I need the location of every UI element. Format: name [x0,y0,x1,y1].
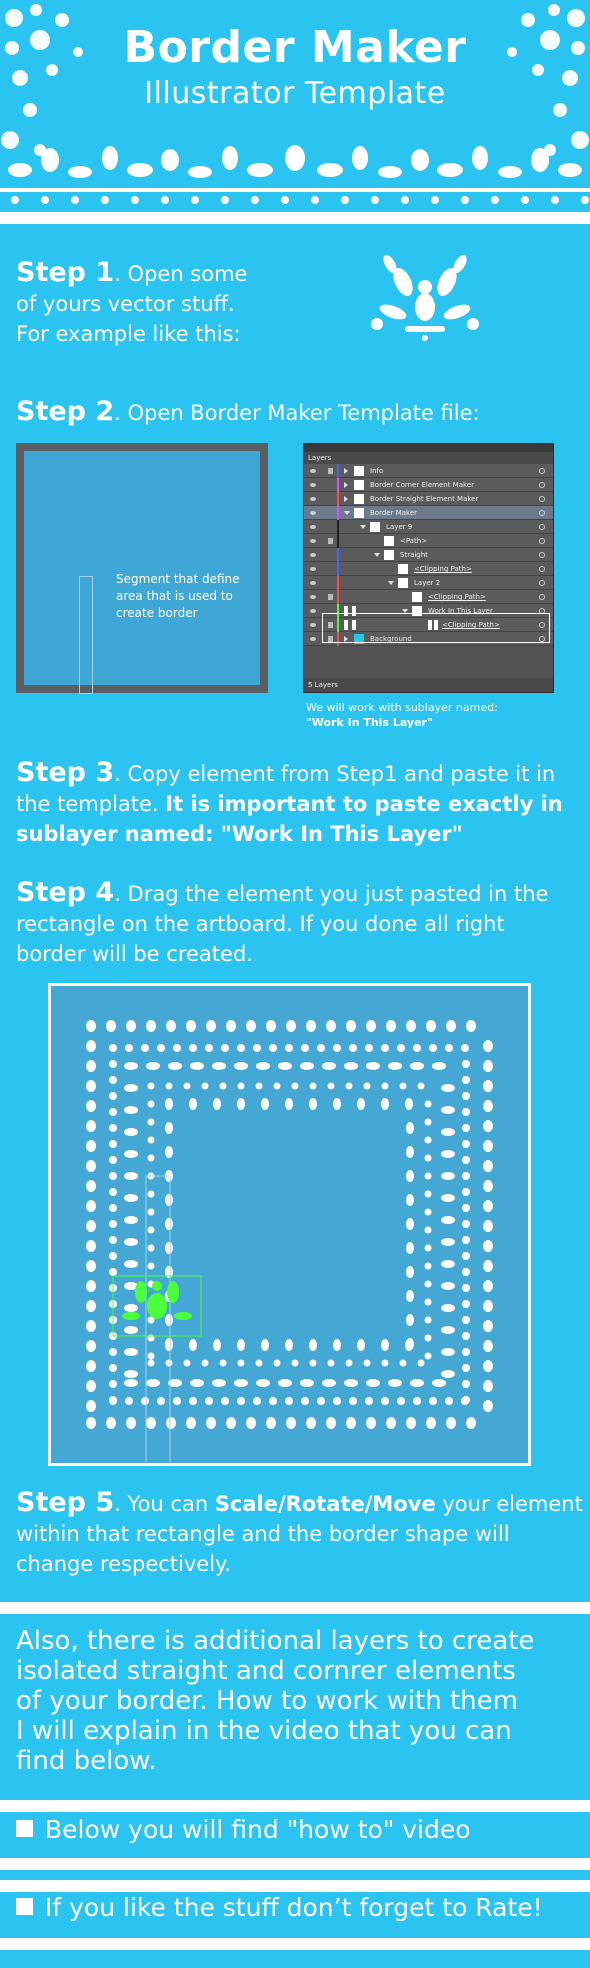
target-circle-icon[interactable] [539,482,545,488]
page-title: Border Maker [123,22,467,73]
damask-ornament-icon [365,252,485,342]
layers-count: 5 Layers [304,678,553,692]
segment-note: Segment that define area that is used to create border [116,572,240,620]
layer-row-layer-9[interactable]: Layer 9 [304,520,553,534]
layer-row-info[interactable]: Info [304,464,553,478]
bullet-rate: If you like the stuff don’t forget to Rate! [16,1893,543,1923]
divider-bar [0,1938,590,1950]
visibility-eye-icon[interactable] [310,497,316,501]
generated-border [51,986,528,1463]
visibility-eye-icon[interactable] [310,483,316,487]
target-circle-icon[interactable] [539,594,545,600]
visibility-eye-icon[interactable] [310,581,316,585]
layers-tab[interactable]: Layers [304,452,553,464]
target-circle-icon[interactable] [539,538,545,544]
visibility-eye-icon[interactable] [310,609,316,613]
artboard-canvas [24,451,260,685]
visibility-eye-icon[interactable] [310,595,316,599]
layer-row-corner-maker[interactable]: Border Corner Element Maker [304,478,553,492]
step-1-number: Step 1 [16,257,115,288]
step-4: Step 4. Drag the element you just pasted in the rectangle on the artboard. If you done all right border will be created. [16,877,549,966]
result-canvas [51,986,528,1463]
result-artboard [48,983,531,1466]
step-1: Step 1. Open some of yours vector stuff. For example like this: [16,257,248,346]
segment-rectangle[interactable] [79,576,93,694]
lock-icon[interactable] [328,594,333,600]
visibility-eye-icon[interactable] [310,539,316,543]
target-circle-icon[interactable] [539,510,545,516]
lock-icon[interactable] [328,468,333,474]
square-bullet-icon [16,1898,33,1915]
layer-row-path[interactable]: <Path> [304,534,553,548]
divider-bar [0,1880,590,1892]
divider-bar [0,1858,590,1870]
step-5: Step 5. You can Scale/Rotate/Move your element within that rectangle and the border shape will change respectively. [16,1487,583,1576]
layer-row-clipping-path-1[interactable]: <Clipping Path> [304,562,553,576]
header-banner [0,0,590,210]
step-3-number: Step 3 [16,757,115,788]
divider-bar [0,1602,590,1614]
work-layer-highlight [322,613,550,643]
layers-panel-titlebar [304,444,553,452]
target-circle-icon[interactable] [539,468,545,474]
layers-note: We will work with sublayer named: "Work In This Layer" [306,701,498,729]
layer-row-clipping-path-2[interactable]: <Clipping Path> [304,590,553,604]
layer-row-work-in-this-layer[interactable]: Work In This Layer [304,604,553,618]
divider-bar [0,212,590,224]
layer-row-border-maker[interactable]: Border Maker [304,506,553,520]
visibility-eye-icon[interactable] [310,469,316,473]
target-circle-icon[interactable] [539,580,545,586]
layer-row-clipping-path-3[interactable]: <Clipping Path> [304,618,553,632]
visibility-eye-icon[interactable] [310,637,316,641]
visibility-eye-icon[interactable] [310,567,316,571]
layer-row-background[interactable]: Background [304,632,553,646]
layer-row-layer-2[interactable]: Layer 2 [304,576,553,590]
lock-icon[interactable] [328,538,333,544]
visibility-eye-icon[interactable] [310,553,316,557]
visibility-eye-icon[interactable] [310,623,316,627]
page-subtitle: Illustrator Template [144,76,446,111]
info-paragraph: Also, there is additional layers to create isolated straight and cornrer elements of your border. How to work with them I will explain in the video that you can find below. [16,1626,535,1776]
visibility-eye-icon[interactable] [310,511,316,515]
layers-panel [303,443,554,693]
step-2-number: Step 2 [16,396,115,427]
target-circle-icon[interactable] [539,552,545,558]
step-2: Step 2. Open Border Maker Template file: [16,396,480,427]
visibility-eye-icon[interactable] [310,525,316,529]
divider-bar [0,1800,590,1812]
target-circle-icon[interactable] [539,524,545,530]
layer-row-straight[interactable]: Straight [304,548,553,562]
step-5-number: Step 5 [16,1487,115,1518]
step-3: Step 3. Copy element from Step1 and paste it in the template. It is important to paste exactly in sublayer named: "Work In This Layer" [16,757,563,846]
step-4-number: Step 4 [16,877,115,908]
bullet-video: Below you will find "how to" video [16,1815,471,1845]
layer-row-straight-maker[interactable]: Border Straight Element Maker [304,492,553,506]
target-circle-icon[interactable] [539,496,545,502]
template-artboard [16,443,268,693]
square-bullet-icon [16,1820,33,1837]
target-circle-icon[interactable] [539,566,545,572]
